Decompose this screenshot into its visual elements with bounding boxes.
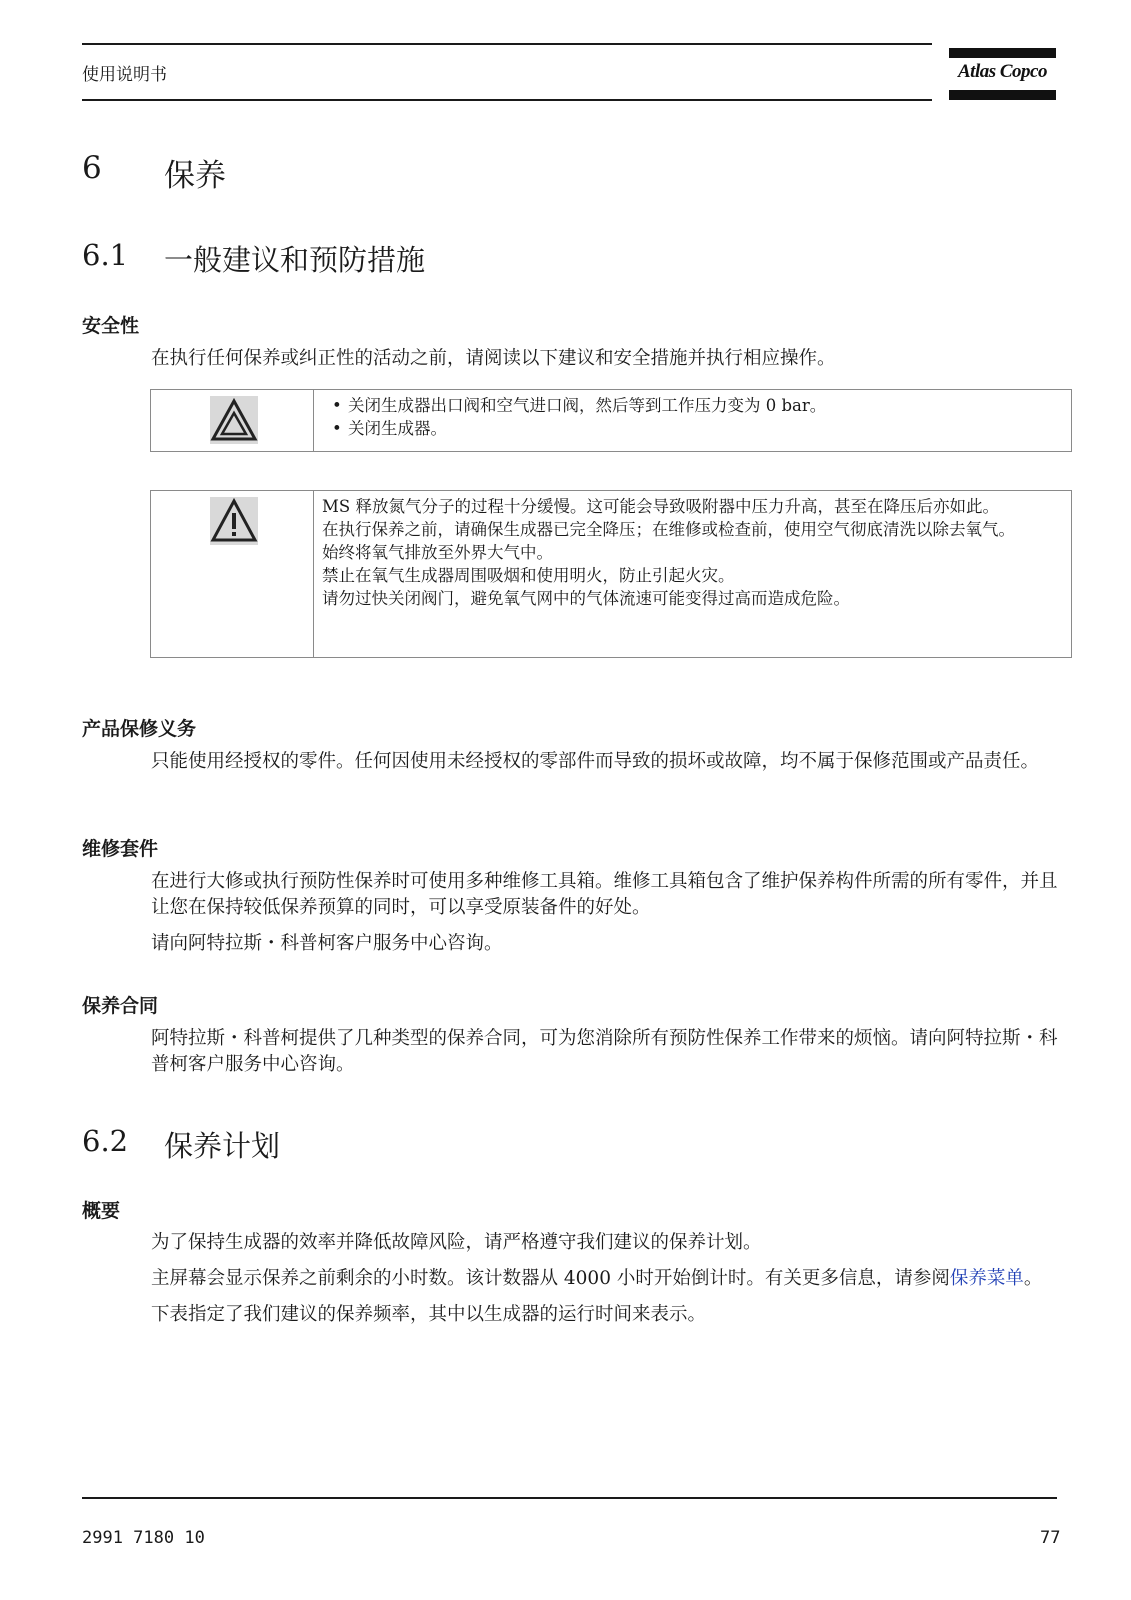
overview-p1: 为了保持生成器的效率并降低故障风险，请严格遵守我们建议的保养计划。 [151, 1232, 762, 1253]
warranty-heading: 产品保修义务 [82, 718, 197, 740]
chapter-heading [82, 150, 682, 194]
document-number: 2991 7180 10 [82, 1528, 205, 1548]
overview-p2 [151, 1266, 1061, 1292]
section-title: 一般建议和预防措施 [164, 243, 426, 277]
overview-p2-end: 。 [1023, 1268, 1043, 1289]
safety-heading: 安全性 [82, 315, 140, 337]
service-contracts-heading: 保养合同 [82, 995, 159, 1017]
overview-p2-text: 主屏幕会显示保养之前剩余的小时数。该计数器从 4000 小时开始倒计时。有关更多信息，请参阅 [151, 1268, 950, 1289]
safety-notice-box-2 [150, 490, 1072, 658]
header-top-rule [82, 43, 932, 45]
notice-line: 始终将氧气排放至外界大气中。 [322, 543, 553, 562]
atlas-copco-logo [949, 48, 1056, 100]
notice-bullet: • 关闭生成器出口阀和空气进口阀，然后等到工作压力变为 0 bar。 [322, 394, 1065, 417]
notice-line: 在执行保养之前，请确保生成器已完全降压；在维修或检查前，使用空气彻底清洗以除去氧气。 [322, 520, 1015, 539]
safety-intro-text: 在执行任何保养或纠正性的活动之前，请阅读以下建议和安全措施并执行相应操作。 [151, 348, 836, 369]
service-kits-text: 在进行大修或执行预防性保养时可使用多种维修工具箱。维修工具箱包含了维护保养构件所需的所有零件，并且让您在保持较低保养预算的同时，可以享受原装备件的好处。 [151, 871, 1058, 918]
page-number: 77 [1040, 1528, 1061, 1548]
notice-line: 请勿过快关闭阀门，避免氧气网中的气体流速可能变得过高而造成危险。 [322, 589, 850, 608]
notice-icon-cell [151, 491, 314, 657]
overview-body [151, 1230, 1061, 1328]
notice-text-cell [314, 491, 1071, 657]
warranty-body [151, 749, 1061, 775]
service-kits-heading: 维修套件 [82, 838, 159, 860]
safety-notice-box-1 [150, 389, 1072, 452]
section-title: 保养计划 [164, 1129, 281, 1163]
warning-exclamation-icon [210, 497, 258, 545]
section-6-2-heading [82, 1124, 782, 1164]
section-number: 6.1 [82, 238, 129, 272]
maintenance-menu-link[interactable]: 保养菜单 [949, 1268, 1024, 1289]
notice-line: MS 释放氮气分子的过程十分缓慢。这可能会导致吸附器中压力升高，甚至在降压后亦如此。 [322, 497, 999, 516]
service-contracts-text: 阿特拉斯・科普柯提供了几种类型的保养合同，可为您消除所有预防性保养工作带来的烦恼。请向阿特拉斯・科普柯客户服务中心咨询。 [151, 1028, 1058, 1075]
header-title: 使用说明书 [82, 65, 167, 85]
section-number: 6.2 [82, 1124, 129, 1158]
notice-text-cell [314, 390, 1071, 451]
service-contracts-body [151, 1026, 1061, 1078]
hazard-triangle-icon [210, 396, 258, 444]
logo-text: Atlas Copco [958, 61, 1047, 82]
service-kits-contact: 请向阿特拉斯・科普柯客户服务中心咨询。 [151, 933, 503, 954]
header-bottom-rule [82, 99, 932, 101]
overview-p3: 下表指定了我们建议的保养频率，其中以生成器的运行时间来表示。 [151, 1304, 707, 1325]
overview-heading: 概要 [82, 1200, 121, 1222]
chapter-number: 6 [82, 150, 102, 186]
notice-line: 禁止在氧气生成器周围吸烟和使用明火，防止引起火灾。 [322, 566, 735, 585]
footer-rule [82, 1497, 1057, 1499]
notice-bullet: • 关闭生成器。 [322, 417, 1065, 440]
section-6-1-heading [82, 238, 782, 278]
safety-intro [151, 346, 1061, 372]
notice-icon-cell [151, 390, 314, 451]
warranty-text: 只能使用经授权的零件。任何因使用未经授权的零部件而导致的损坏或故障，均不属于保修范围或产品责任。 [151, 751, 1040, 772]
chapter-title: 保养 [164, 158, 226, 194]
logo-top-bar [949, 48, 1056, 58]
service-kits-body [151, 869, 1061, 957]
logo-bottom-bar [949, 90, 1056, 100]
